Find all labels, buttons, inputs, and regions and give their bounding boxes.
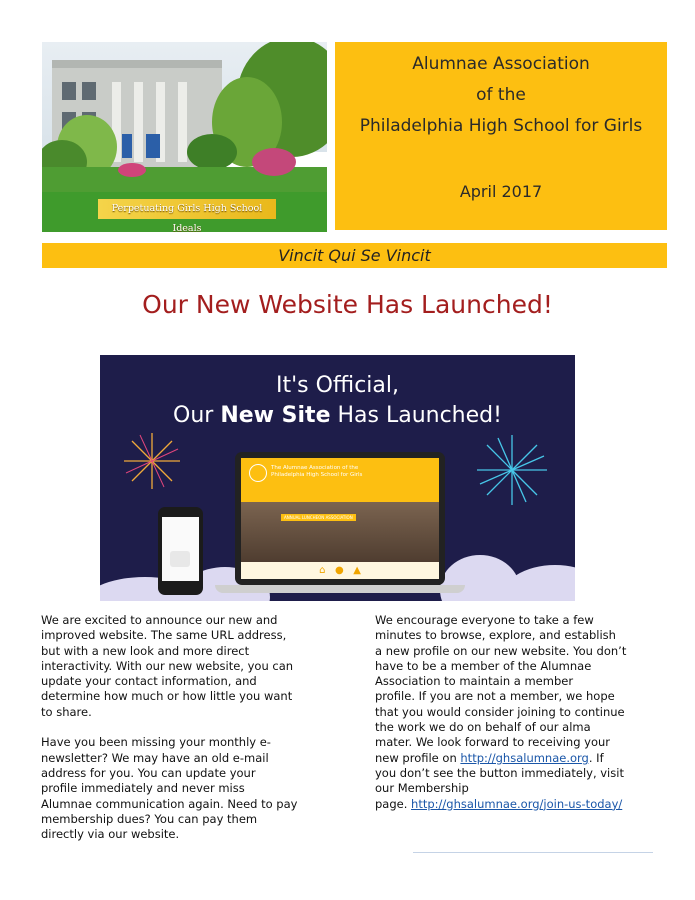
website-link[interactable]: http://ghsalumnae.org (460, 750, 589, 765)
right-line: the work we do on behalf of our alma (375, 720, 591, 735)
tagline-ribbon: Perpetuating Girls High School Ideals (98, 199, 276, 219)
right-line: that you would consider joining to continue (375, 704, 625, 719)
right-line: minutes to browse, explore, and establish (375, 628, 616, 643)
left-line: interactivity. With our new website, you can (41, 658, 294, 673)
issue-date: April 2017 (459, 182, 543, 201)
preview-icon-row: ⌂ ● ▲ (241, 562, 439, 579)
right-line: profile. If you are not a member, we hope (375, 689, 615, 704)
page-title: Our New Website Has Launched! (142, 290, 553, 319)
right-line: our Membership (375, 781, 469, 796)
left-line: directly via our website. (41, 827, 180, 842)
preview-site-title-2: Philadelphia High School for Girls (271, 472, 363, 478)
association-line-3: Philadelphia High School for Girls (359, 116, 643, 136)
left-line: We are excited to announce our new and (41, 613, 278, 627)
right-line: Association to maintain a member (375, 674, 574, 689)
right-column (375, 613, 675, 812)
laptop-screen (235, 452, 445, 585)
left-line: newsletter? We may have an old e-mail (41, 750, 269, 765)
left-line: membership dues? You can pay them (41, 811, 258, 826)
right-line: mater. We look forward to receiving your (375, 735, 611, 750)
motto-bar: Vincit Qui Se Vincit (42, 243, 667, 268)
masthead-box (335, 42, 667, 230)
right-line: a new profile on our new website. You don’t (375, 643, 627, 658)
school-crest-icon (249, 464, 267, 482)
right-line: have to be a member of the Alumnae (375, 658, 592, 673)
left-line: determine how much or how little you want (41, 689, 293, 704)
left-line: update your contact information, and (41, 674, 257, 689)
membership-link[interactable]: http://ghsalumnae.org/join-us-today/ (411, 796, 623, 811)
school-building-photo (42, 42, 327, 232)
left-line: to share. (41, 704, 92, 719)
banner-title-line-2: Our New Site Has Launched! (173, 403, 502, 428)
banner-title-line-1: It's Official, (276, 373, 399, 398)
laptop-base (215, 585, 465, 593)
association-line-1: Alumnae Association (412, 54, 590, 74)
smartphone (158, 507, 203, 595)
right-line: new profile on http://ghsalumnae.org. If (375, 750, 604, 765)
right-line: you don’t see the button immediately, visit (375, 765, 624, 780)
launch-banner (100, 355, 575, 601)
left-line: address for you. You can update your (41, 765, 256, 780)
right-line: page. http://ghsalumnae.org/join-us-today/ (375, 796, 623, 811)
left-line: profile immediately and never miss (41, 781, 245, 796)
left-line: Have you been missing your monthly e- (41, 735, 271, 750)
website-preview (241, 458, 439, 579)
association-line-2: of the (476, 85, 526, 105)
left-line: Alumnae communication again. Need to pay (41, 796, 298, 811)
left-column (41, 613, 341, 842)
left-line: but with a new look and more direct (41, 643, 250, 658)
preview-caption: ANNUAL LUNCHEON ASSOCIATION (281, 514, 356, 521)
right-line: We encourage everyone to take a few (375, 613, 594, 627)
divider-line (413, 852, 653, 853)
left-line: improved website. The same URL address, (41, 628, 287, 643)
preview-site-title-1: The Alumnae Association of the (271, 465, 359, 471)
